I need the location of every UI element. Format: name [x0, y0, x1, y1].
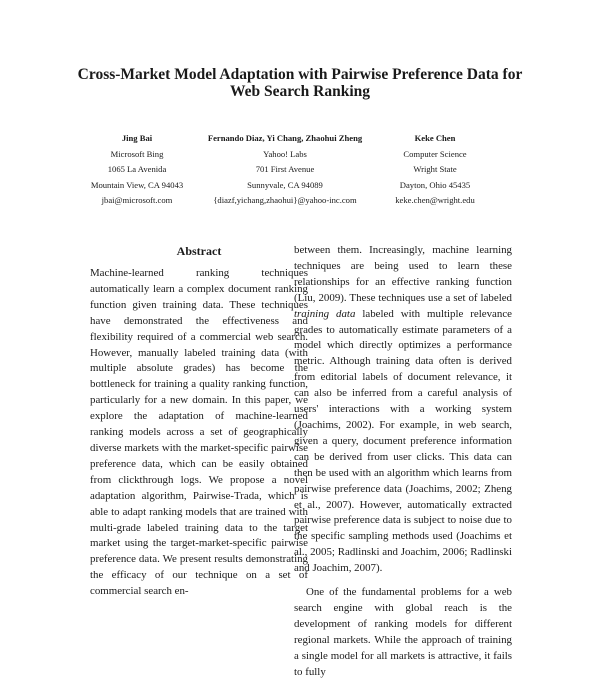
author-street: Wright State	[413, 164, 457, 175]
author-affiliation: Computer Science	[403, 148, 467, 159]
author-block-1	[82, 131, 192, 209]
author-name: Jing Bai	[121, 133, 153, 143]
paper-title-line-2: Web Search Ranking	[229, 83, 371, 100]
author-block-2	[200, 131, 370, 209]
abstract-text: Machine-learned ranking techniques automatically learn a complex document ranking function given training data. These techniques have demonstrated the effectiveness and flexibility required of a commercial web search. However, manually labeled training data (with multiple absolute grades) has become the bottleneck for training a quality ranking function, particularly for a new domain. In this paper, we explore the adaptation of machine-learned ranking models across a set of geographically diverse markets with the market-specific pairwise preference data, which can be easily obtained from clickthrough logs. We propose a novel adaptation algorithm, Pairwise-Trada, which is able to adapt ranking models that are trained with multi-grade labeled training data to the target market using the target-market-specific pairwise preference data. We present results demonstrating the efficacy of our technique on a set of commercial search en-	[90, 267, 308, 598]
author-email: jbai@microsoft.com	[101, 195, 173, 206]
abstract-heading: Abstract	[176, 244, 222, 258]
body-paragraph-1-italic: training data	[294, 307, 356, 320]
author-city: Sunnyvale, CA 94089	[247, 179, 323, 190]
left-column	[90, 243, 308, 600]
right-column	[294, 243, 512, 680]
author-affiliation: Yahoo! Labs	[263, 148, 307, 159]
author-city: Dayton, Ohio 45435	[399, 179, 471, 190]
body-paragraph-2: One of the fundamental problems for a web search engine with global reach is the development of ranking models for different regional markets. While the approach of training a single model for all markets is attractive, it fails to fully	[294, 586, 512, 678]
author-street: 1065 La Avenida	[107, 164, 167, 175]
paper-title-line-1: Cross-Market Model Adaptation with Pairwise Preference Data for	[77, 66, 523, 83]
author-email: keke.chen@wright.edu	[395, 195, 475, 206]
author-city: Mountain View, CA 94043	[90, 179, 184, 190]
author-street: 701 First Avenue	[255, 164, 315, 175]
body-paragraph-1	[294, 243, 512, 577]
author-email: {diazf,yichang,zhaohui}@yahoo-inc.com	[213, 195, 357, 206]
author-affiliation: Microsoft Bing	[110, 148, 164, 159]
author-name: Keke Chen	[414, 133, 456, 143]
author-block-3	[380, 131, 490, 209]
paper-title	[0, 66, 600, 100]
author-name: Fernando Diaz, Yi Chang, Zhaohui Zheng	[207, 133, 363, 143]
body-paragraph-1-part-b: labeled with multiple relevance grades to automatically estimate parameters of a model which directly optimizes a performance metric. Although training data often is derived from editorial labels of document relevance, it can also be inferred from a careful analysis of users' interactions with a working system (Joachims, 2002). For example, in web search, given a query, document preference information can be derived from user clicks. This data can then be used with an algorithm which learns from pairwise preference data (Joachims, 2002; Zheng et al., 2007). However, automatically extracted pairwise preference data is subject to noise due to the specific sampling methods used (Joachims et al., 2005; Radlinski and Joachim, 2006; Radlinski and Joachim, 2007).	[294, 307, 512, 575]
body-paragraph-1-part-a: between them. Increasingly, machine learning techniques are being used to learn these relationships for an effective ranking function (Liu, 2009). These techniques use a set of labeled	[294, 244, 512, 304]
